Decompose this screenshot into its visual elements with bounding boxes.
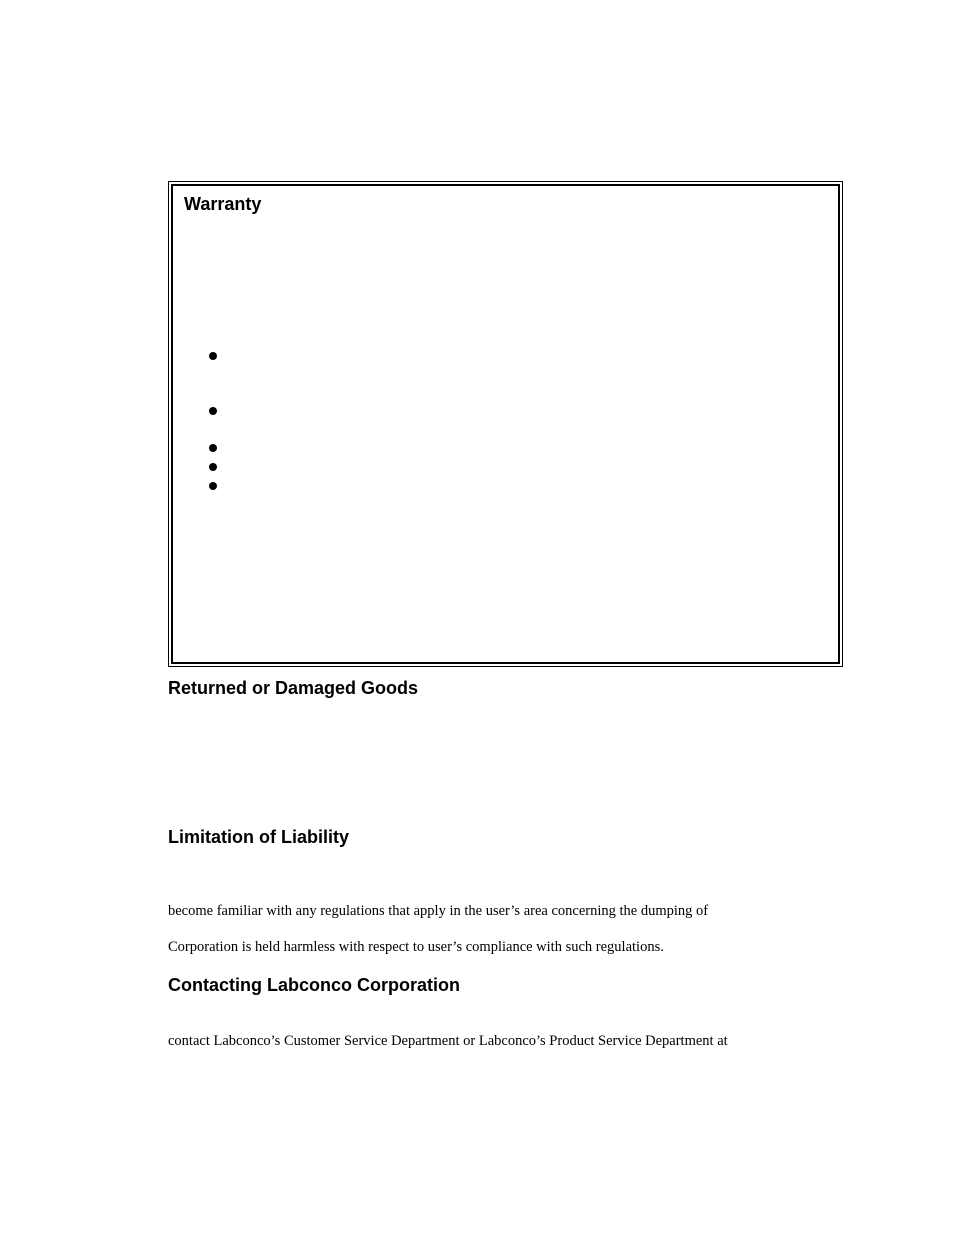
contact-text-line: contact Labconco’s Customer Service Department or Labconco’s Product Service Department at bbox=[168, 1033, 728, 1049]
warranty-bullet bbox=[209, 444, 217, 452]
warranty-heading: Warranty bbox=[184, 194, 262, 214]
returned-goods-heading: Returned or Damaged Goods bbox=[168, 678, 419, 698]
warranty-bullet bbox=[209, 463, 217, 471]
warranty-bullet bbox=[209, 352, 217, 360]
liability-heading: Limitation of Liability bbox=[168, 827, 349, 847]
contact-heading: Contacting Labconco Corporation bbox=[168, 975, 460, 995]
warranty-bullet bbox=[209, 482, 217, 490]
warranty-box bbox=[168, 181, 843, 667]
warranty-box-inner bbox=[171, 184, 840, 664]
warranty-bullet bbox=[209, 407, 217, 415]
liability-text-line: become familiar with any regulations that apply in the user’s area concerning the dumping of bbox=[168, 903, 709, 919]
liability-text-line: Corporation is held harmless with respect to user’s compliance with such regulations. bbox=[168, 939, 664, 955]
